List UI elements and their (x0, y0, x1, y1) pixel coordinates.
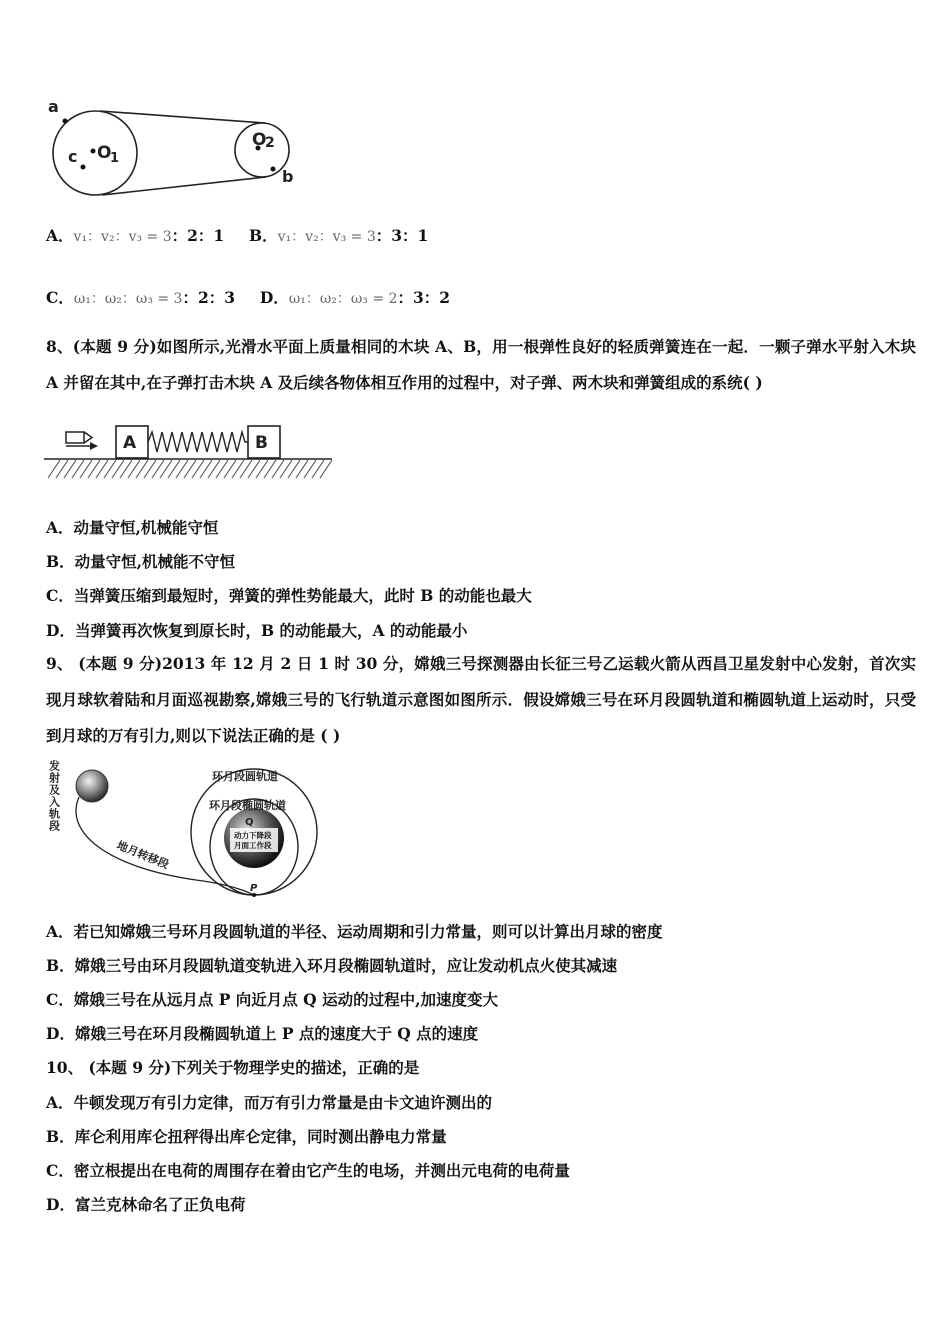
label-o2: O (252, 130, 267, 150)
launch-label: 发射及入轨段 (47, 760, 61, 832)
moon-text-2: 月面工作段 (234, 841, 272, 850)
q7-option-b-letter: B． (249, 226, 278, 245)
large-pulley (53, 111, 137, 195)
q9-option-b: B．嫦娥三号由环月段圆轨道变轨进入环月段椭圆轨道时，应让发动机点火使其减速 (46, 956, 618, 975)
moon-text-1: 动力下降段 (234, 831, 272, 840)
q9-option-d: D．嫦娥三号在环月段椭圆轨道上 P 点的速度大于 Q 点的速度 (46, 1024, 479, 1043)
block-b-label: B (255, 433, 268, 453)
transfer-label: 地月转移段 (114, 838, 171, 872)
q7-option-a-rest: ：2：1 (171, 226, 225, 245)
label-o1-sub: 1 (110, 151, 120, 166)
label-b: b (282, 167, 294, 186)
belt-top (100, 111, 265, 123)
q10-option-c: C．密立根提出在电荷的周围存在着由它产生的电场，并测出元电荷的电荷量 (46, 1161, 570, 1180)
q10-option-d: D．富兰克林命名了正负电荷 (46, 1195, 246, 1214)
q7-option-d-letter: D． (259, 288, 289, 307)
point-q-label: Q (245, 817, 254, 828)
q9-option-c: C．嫦娥三号在从远月点 P 向近月点 Q 运动的过程中,加速度变大 (46, 990, 498, 1009)
label-o2-sub: 2 (265, 135, 275, 151)
label-o1: O (97, 143, 112, 163)
elliptical-orbit-label: 环月段椭圆轨道 (209, 799, 286, 812)
spring-block-figure (44, 422, 334, 484)
point-p-label: P (250, 883, 258, 894)
q8-option-c: C．当弹簧压缩到最短时，弹簧的弹性势能最大，此时 B 的动能也最大 (46, 586, 532, 605)
q7-option-c-math: ω₁：ω₂：ω₃ = 3 (73, 291, 183, 307)
q7-option-c-letter: C． (46, 288, 74, 307)
q7-option-c-rest: ：2：3 (182, 288, 236, 307)
q7-options-row2 (46, 286, 450, 308)
q9-stem: 9、 (本题 9 分)2013 年 12 月 2 日 1 时 30 分，嫦娥三号探测器由长征三号乙运载火箭从西昌卫星发射中心发射，首次实现月球软着陆和月面巡视勘察,嫦娥三号的飞行轨道示意图如图所示．假设嫦娥三号在环月段圆轨道和椭圆轨道上运动时，只受到月球的万有引力,则以下说法正确的是 ( ) (46, 654, 916, 745)
q7-option-a-math: v₁：v₂：v₃ = 3 (73, 229, 172, 245)
spring (148, 432, 248, 452)
ground-hatching (48, 460, 332, 478)
q7-option-d-rest: ：3：2 (397, 288, 451, 307)
block-a-label: A (123, 433, 137, 453)
q10-stem: 10、 (本题 9 分)下列关于物理学史的描述，正确的是 (46, 1058, 420, 1077)
q10-option-a: A．牛顿发现万有引力定律，而万有引力常量是由卡文迪许测出的 (46, 1093, 493, 1112)
q8-option-a: A．动量守恒,机械能守恒 (46, 518, 219, 537)
point-b (271, 167, 276, 172)
q10-option-b: B．库仑利用库仑扭秤得出库仑定律，同时测出静电力常量 (46, 1127, 447, 1146)
circular-orbit-label: 环月段圆轨道 (212, 770, 278, 783)
bullet-icon (66, 432, 98, 450)
point-c (81, 165, 86, 170)
earth (76, 770, 108, 802)
q8-option-d: D．当弹簧再次恢复到原长时，B 的动能最大，A 的动能最小 (46, 621, 468, 640)
q8-option-b: B．动量守恒,机械能不守恒 (46, 552, 235, 571)
q7-option-a-letter: A． (46, 226, 74, 245)
q7-options-row1 (46, 224, 428, 246)
q7-option-b-math: v₁：v₂：v₃ = 3 (277, 229, 376, 245)
orbit-figure (46, 752, 336, 902)
q7-option-b-rest: ：3：1 (375, 226, 429, 245)
q9-option-a: A．若已知嫦娥三号环月段圆轨道的半径、运动周期和引力常量，则可以计算出月球的密度 (46, 922, 663, 941)
pulley-figure (40, 95, 310, 205)
point-o1 (91, 149, 96, 154)
label-c: c (68, 147, 78, 166)
q8-stem: 8、(本题 9 分)如图所示,光滑水平面上质量相同的木块 A、B，用一根弹性良好的轻质弹簧连在一起．一颗子弹水平射入木块 A 并留在其中,在子弹打击木块 A 及后续各物体相互作用的过程中，对子弹、两木块和弹簧组成的系统( ) (46, 337, 916, 392)
point-a (63, 119, 68, 124)
label-a: a (48, 97, 59, 116)
q7-option-d-math: ω₁：ω₂：ω₃ = 2 (288, 291, 398, 307)
